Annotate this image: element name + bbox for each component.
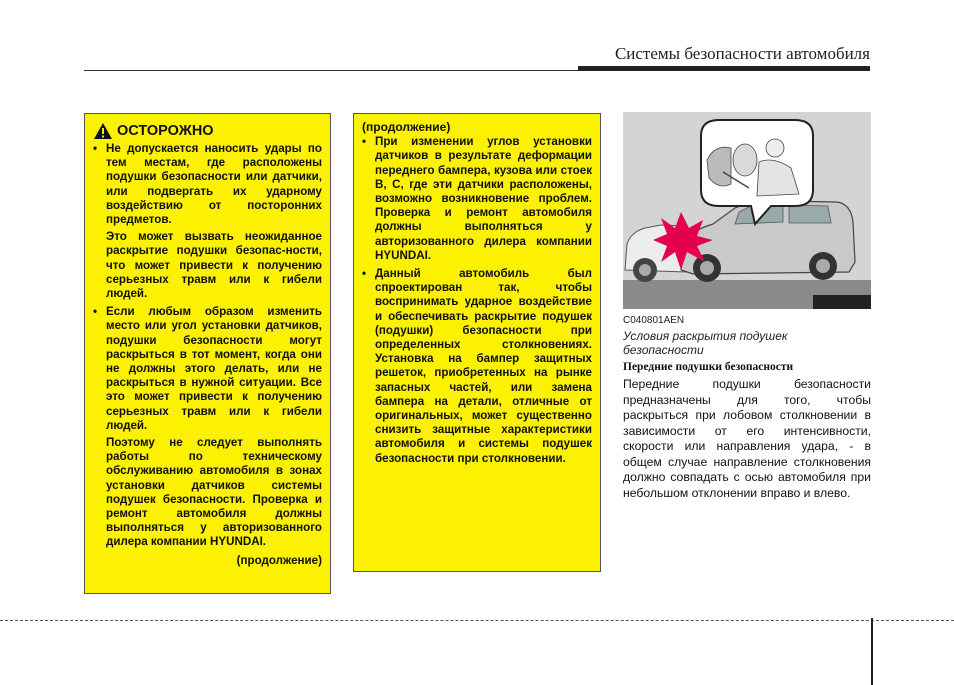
airbag-deployment-illustration xyxy=(623,112,871,309)
road-dark-strip xyxy=(813,295,871,309)
airbag-icon xyxy=(733,144,757,176)
warning-item xyxy=(93,142,322,301)
warning-item-text: • Если любым образом изменить место или угол установки датчиков, подушки безопасности могут раскрыться в тот момент, когда они не должны этого делать, или не раскрыться в нужной ситуации. Все это может привести к получению серьезных травм или к гибели людей. xyxy=(106,305,322,432)
continued-label: (продолжение) xyxy=(236,553,322,567)
page-cut-line xyxy=(0,620,954,621)
driver-head-icon xyxy=(766,139,784,157)
warning-triangle-icon xyxy=(93,122,113,140)
warning-item: • При изменении углов установки датчиков в результате деформации переднего бампера, кузова или стоек B, C, где эти датчики расположены, возможно возникновение проблем. Проверка и ремонт автомобиля должны выполняться у авторизованного дилера компании HYUNDAI. xyxy=(362,135,592,263)
warning-item-extra: Это может вызвать неожиданное раскрытие подушки безопас-ности, что может привести к получению серьезных травм или к гибели людей. xyxy=(106,230,322,301)
header-rule-thick xyxy=(578,66,870,71)
warning-box-1 xyxy=(84,113,331,594)
warning-box-2 xyxy=(353,113,601,572)
section-body: Передние подушки безопасности предназначены для того, чтобы раскрыться при лобовом столкновении в зависимости от его интенсивности, скорости или направления удара, - в общем случае направление столкновения должно совпадать с осью автомобиля при небольшом отклонении вправо и влево. xyxy=(623,377,871,500)
warning-title: ОСТОРОЖНО xyxy=(117,122,214,139)
warning-item: • Данный автомобиль был спроектирован так, чтобы воспринимать ударное воздействие и обеспечивать раскрытие подушек (подушки) безопасности при определенных столкновениях. Установка на бампер защитных решеток, приобретенных на рынке запасных частей, или замена бампера на детали, отличные от оригинальных, может существенно снизить защитные характеристики автомобиля и системы подушек безопасности при столкновении. xyxy=(362,267,592,466)
warning-item xyxy=(93,305,322,549)
page-header-title: Системы безопасности автомобиля xyxy=(614,44,870,63)
page-edge-marker xyxy=(871,618,873,685)
figure-caption: Условия раскрытия подушек безопасности xyxy=(623,329,788,357)
warning-item-extra: Поэтому не следует выполнять работы по техническому обслуживанию автомобиля в зонах установки датчиков системы подушек безопасности. Проверка и ремонт автомобиля должны выполняться у авторизованного дилера компании HYUNDAI. xyxy=(106,436,322,549)
section-heading: Передние подушки безопасности xyxy=(623,361,794,373)
header-rule-thin xyxy=(84,70,578,71)
continued-heading: (продолжение) xyxy=(362,120,451,134)
warning-heading xyxy=(93,122,322,140)
figure-code: C040801AEN xyxy=(623,315,685,326)
collision-illustration-image xyxy=(623,112,871,309)
warning-item-text: • Не допускается наносить удары по тем местам, где расположены подушки безопасности или датчики, или подвергать их ударному воздействию от посторонних предметов. xyxy=(106,142,322,227)
